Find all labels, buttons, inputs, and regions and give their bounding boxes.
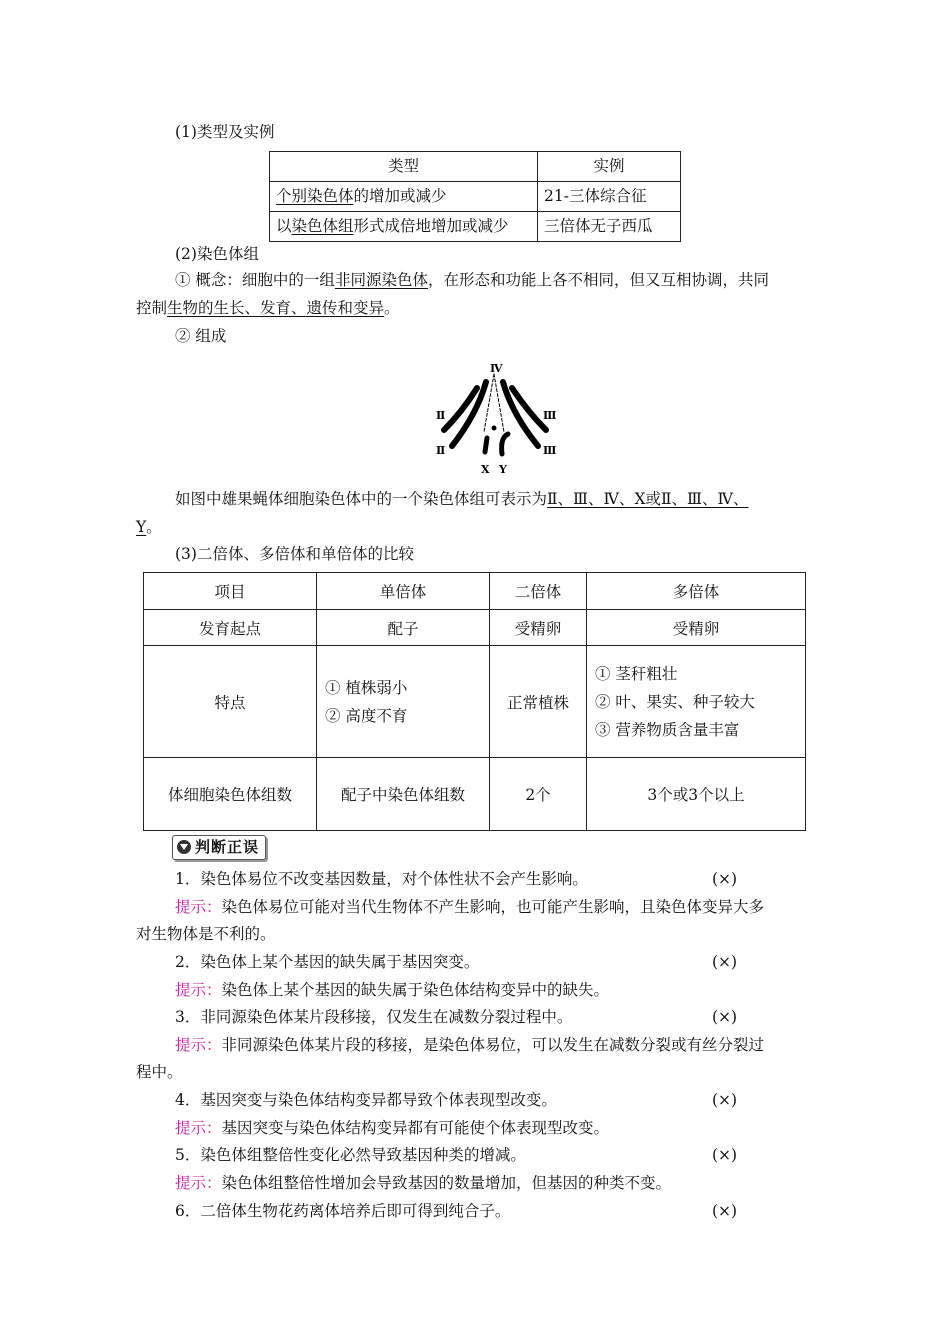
- section-heading-comparison: (3)二倍体、多倍体和单倍体的比较: [175, 545, 414, 563]
- label-iv: Ⅳ: [490, 362, 503, 375]
- origin-label: 发育起点: [144, 610, 317, 646]
- judge-answer-1: (×): [712, 870, 738, 888]
- judge-answer-3: (×): [712, 1008, 738, 1026]
- label-ii-lower: Ⅱ: [436, 444, 446, 457]
- sets-diploid: 2个: [490, 758, 587, 831]
- hint-label: 提示：: [175, 898, 222, 916]
- judge-answer-5: (×): [712, 1146, 738, 1164]
- hint-5-line-1: [175, 1169, 671, 1197]
- judge-answer-2: (×): [712, 953, 738, 971]
- hint-1-line-2: 对生物体是不利的。: [136, 925, 276, 943]
- underlined-term: 染色体组: [291, 217, 354, 235]
- types-row-1-example: 21-三体综合征: [538, 182, 681, 212]
- header-item: 项目: [144, 573, 317, 610]
- hint-text: 染色体组整倍性增加会导致基因的数量增加，但基因的种类不变。: [221, 1174, 672, 1192]
- concept-text: 控制: [136, 299, 168, 317]
- feature-item: ③ 营养物质含量丰富: [595, 720, 740, 739]
- features-polyploid: [587, 646, 806, 758]
- hint-text: 染色体上某个基因的缺失属于染色体结构变异中的缺失。: [221, 981, 610, 999]
- hint-3-line-2: 程中。: [136, 1063, 183, 1081]
- description-text: 。: [146, 518, 162, 536]
- label-y: Y: [499, 463, 507, 476]
- section-heading-chromosome-set: (2)染色体组: [175, 245, 259, 263]
- concept-label: ① 概念：细胞中的一组: [175, 271, 335, 289]
- concept-line-1: [175, 266, 769, 294]
- hint-label: 提示：: [175, 981, 222, 999]
- hint-text: 基因突变与染色体结构变异都有可能使个体表现型改变。: [221, 1119, 610, 1137]
- concept-line-2: [136, 294, 400, 322]
- description-text: 如图中雄果蝇体细胞染色体中的一个染色体组可表示为: [175, 490, 548, 508]
- types-row-2-type: [270, 212, 538, 242]
- underlined-answer: Y: [136, 518, 147, 536]
- label-x: X: [481, 463, 490, 476]
- origin-diploid: 受精卵: [490, 610, 587, 646]
- hint-text: 染色体易位可能对当代生物体不产生影响，也可能产生影响，且染色体变异大多: [221, 898, 765, 916]
- underlined-answer: Ⅱ、Ⅲ、Ⅳ、X或Ⅱ、Ⅲ、Ⅳ、: [547, 490, 749, 508]
- label-iii-upper: Ⅲ: [543, 409, 557, 422]
- hint-2-line-1: [175, 976, 609, 1004]
- types-table: [269, 151, 681, 242]
- judge-item-2: 2．染色体上某个基因的缺失属于基因突变。: [175, 953, 480, 971]
- judge-item-1: 1．染色体易位不改变基因数量，对个体性状不会产生影响。: [175, 870, 588, 888]
- figure-description-line-2: [136, 513, 162, 541]
- features-diploid: 正常植株: [490, 646, 587, 758]
- concept-text: ，在形态和功能上各不相同，但又互相协调，共同: [427, 271, 769, 289]
- hint-label: 提示：: [175, 1036, 222, 1054]
- underlined-term: 生物的生长、发育、遗传和变异: [167, 299, 385, 317]
- judge-item-4: 4．基因突变与染色体结构变异都导致个体表现型改变。: [175, 1091, 557, 1109]
- composition-heading: ② 组成: [175, 327, 227, 345]
- concept-text: 。: [384, 299, 400, 317]
- origin-polyploid: 受精卵: [587, 610, 806, 646]
- feature-item: ② 高度不育: [325, 706, 408, 725]
- sets-label: 体细胞染色体组数: [144, 758, 317, 831]
- header-diploid: 二倍体: [490, 573, 587, 610]
- label-iii-lower: Ⅲ: [543, 444, 557, 457]
- judge-badge-label: 判断正误: [195, 838, 260, 856]
- header-haploid: 单倍体: [317, 573, 490, 610]
- hint-1-line-1: [175, 893, 764, 921]
- judge-item-5: 5．染色体组整倍性变化必然导致基因种类的增减。: [175, 1146, 526, 1164]
- types-row-2-example: 三倍体无子西瓜: [538, 212, 681, 242]
- judge-answer-6: (×): [712, 1202, 738, 1220]
- section-heading-types: (1)类型及实例: [175, 123, 275, 141]
- header-polyploid: 多倍体: [587, 573, 806, 610]
- underlined-term: 个别染色体: [276, 187, 354, 205]
- triangle-down-icon: [177, 840, 191, 854]
- types-row-1-type: [270, 182, 538, 212]
- underlined-term: 非同源染色体: [334, 271, 428, 289]
- label-ii-upper: Ⅱ: [436, 409, 446, 422]
- type-prefix: 以: [276, 217, 292, 235]
- judge-answer-4: (×): [712, 1091, 738, 1109]
- origin-haploid: 配子: [317, 610, 490, 646]
- sets-haploid: 配子中染色体组数: [317, 758, 490, 831]
- judge-item-6: 6．二倍体生物花药离体培养后即可得到纯合子。: [175, 1202, 511, 1220]
- features-label: 特点: [144, 646, 317, 758]
- features-haploid: [317, 646, 490, 758]
- judge-item-3: 3．非同源染色体某片段移接，仅发生在减数分裂过程中。: [175, 1008, 573, 1026]
- feature-item: ① 植株弱小: [325, 678, 408, 697]
- comparison-table: [143, 572, 806, 831]
- hint-4-line-1: [175, 1114, 609, 1142]
- types-header-type: 类型: [270, 152, 538, 182]
- judge-badge: [172, 835, 266, 860]
- type-text: 形式成倍地增加或减少: [353, 217, 509, 235]
- hint-label: 提示：: [175, 1174, 222, 1192]
- feature-item: ② 叶、果实、种子较大: [595, 692, 755, 711]
- types-header-example: 实例: [538, 152, 681, 182]
- hint-label: 提示：: [175, 1119, 222, 1137]
- feature-item: ① 茎秆粗壮: [595, 664, 678, 683]
- figure-description-line-1: [175, 485, 749, 513]
- type-text: 的增加或减少: [353, 187, 447, 205]
- hint-text: 非同源染色体某片段的移接，是染色体易位，可以发生在减数分裂或有丝分裂过: [221, 1036, 765, 1054]
- sets-polyploid: 3个或3个以上: [587, 758, 806, 831]
- hint-3-line-1: [175, 1031, 764, 1059]
- chromosome-figure: [430, 358, 560, 480]
